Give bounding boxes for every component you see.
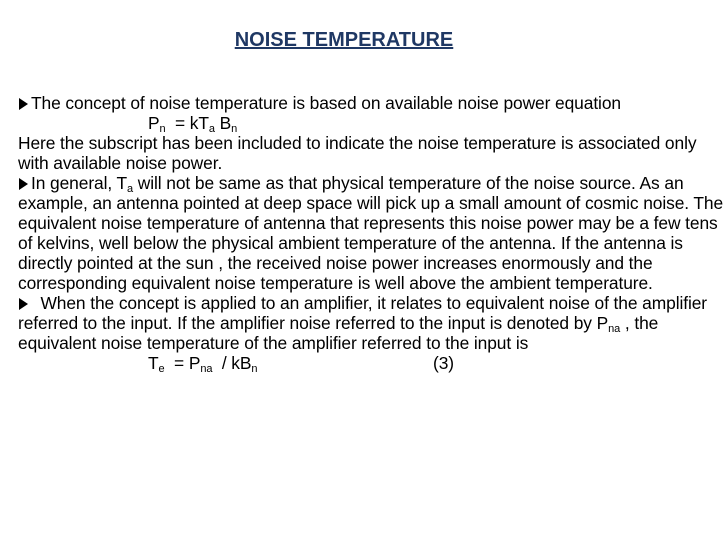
arrow-bullet-icon [19, 98, 28, 110]
paragraph-2: Here the subscript has been included to indicate the noise temperature is associated only with available noise power. [18, 133, 697, 173]
noise-temperature-equation: $T_e = P_{na} / kB_n$ (3) [148, 353, 454, 375]
arrow-bullet-icon [19, 298, 28, 310]
paragraph-3: In general, $T_a$ will not be same as that physical temperature of the noise source. As an example, an antenna pointed at deep space will pick up a small amount of cosmic noise. The equivalent noise temperature of antenna that represents this noise power may be a few tens of kelvins, well below the physical ambient temperature of the antenna. If the antenna is directly pointed at the sun , the received noise power increases enormously and the corresponding equivalent noise temperature is well above the ambient temperature. [18, 173, 724, 293]
slide-body [18, 93, 724, 373]
power-equation: $P_n = kT_a$ $B_n$ [148, 113, 238, 135]
equation-number: (3) [433, 353, 454, 373]
slide-title: NOISE TEMPERATURE [234, 29, 454, 51]
arrow-bullet-icon [19, 178, 28, 190]
paragraph-4: When the concept is applied to an amplifier, it relates to equivalent noise of the amplifier referred to the input. If the amplifier noise referred to the input is denoted by $P_{na}$ , the equivalent noise temperature of the amplifier referred to the input is $T_e = P_{na} / kB_n$ (3) [18, 293, 724, 373]
paragraph-1: The concept of noise temperature is based on available noise power equation $P_n = kT_a$ $B_n$ [18, 93, 724, 133]
